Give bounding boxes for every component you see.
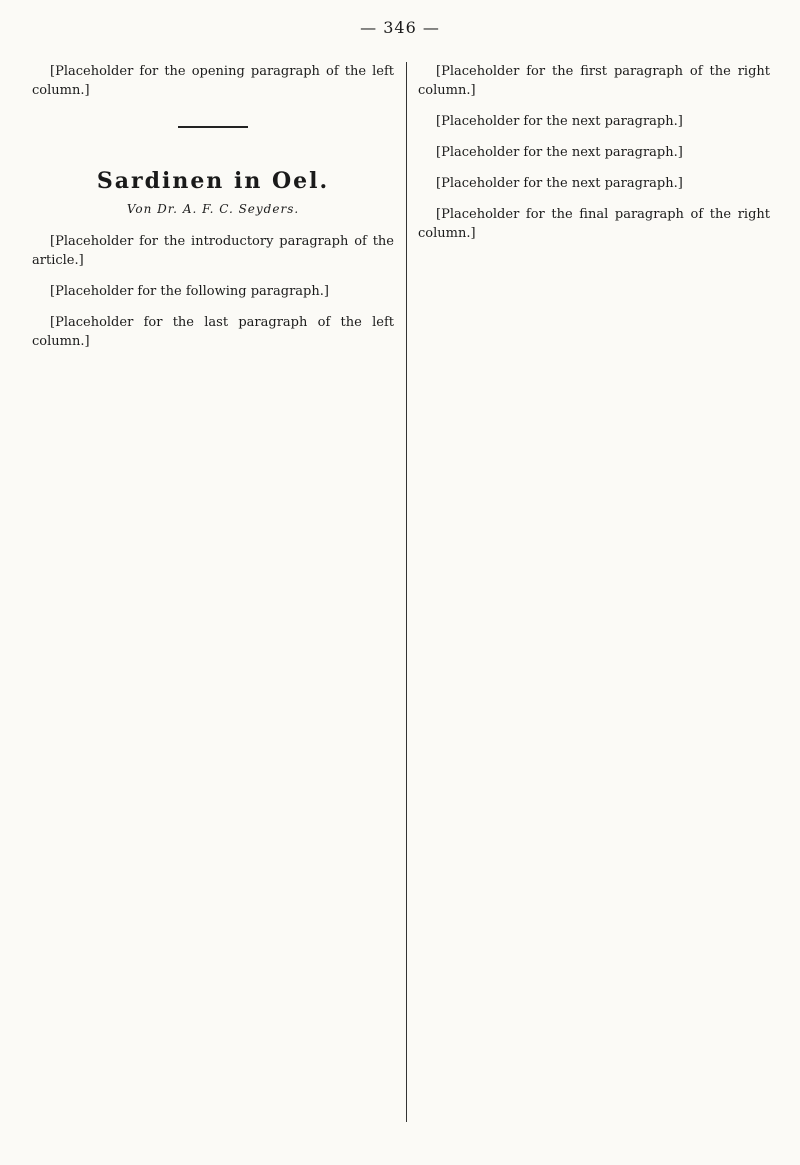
paragraph: [Placeholder for the next paragraph.] — [436, 114, 683, 129]
section-separator — [178, 126, 248, 128]
article-byline: Von Dr. A. F. C. Seyders. — [126, 202, 300, 216]
paragraph: [Placeholder for the next paragraph.] — [436, 176, 683, 191]
paragraph: [Placeholder for the first paragraph of the right column.] — [418, 64, 770, 98]
article-title: Sardinen in Oel. — [96, 168, 330, 194]
paragraph: [Placeholder for the final paragraph of the right column.] — [418, 207, 770, 241]
paragraph: [Placeholder for the last paragraph of the left column.] — [32, 315, 394, 349]
paragraph: [Placeholder for the next paragraph.] — [436, 145, 683, 160]
paragraph: [Placeholder for the introductory paragraph of the article.] — [32, 234, 394, 268]
paragraph: [Placeholder for the opening paragraph of the left column.] — [32, 64, 394, 98]
left-column — [32, 62, 394, 363]
page-number: — 346 — — [360, 18, 440, 37]
right-column — [418, 62, 770, 255]
column-divider — [406, 62, 407, 1122]
paragraph: [Placeholder for the following paragraph.] — [50, 284, 329, 299]
